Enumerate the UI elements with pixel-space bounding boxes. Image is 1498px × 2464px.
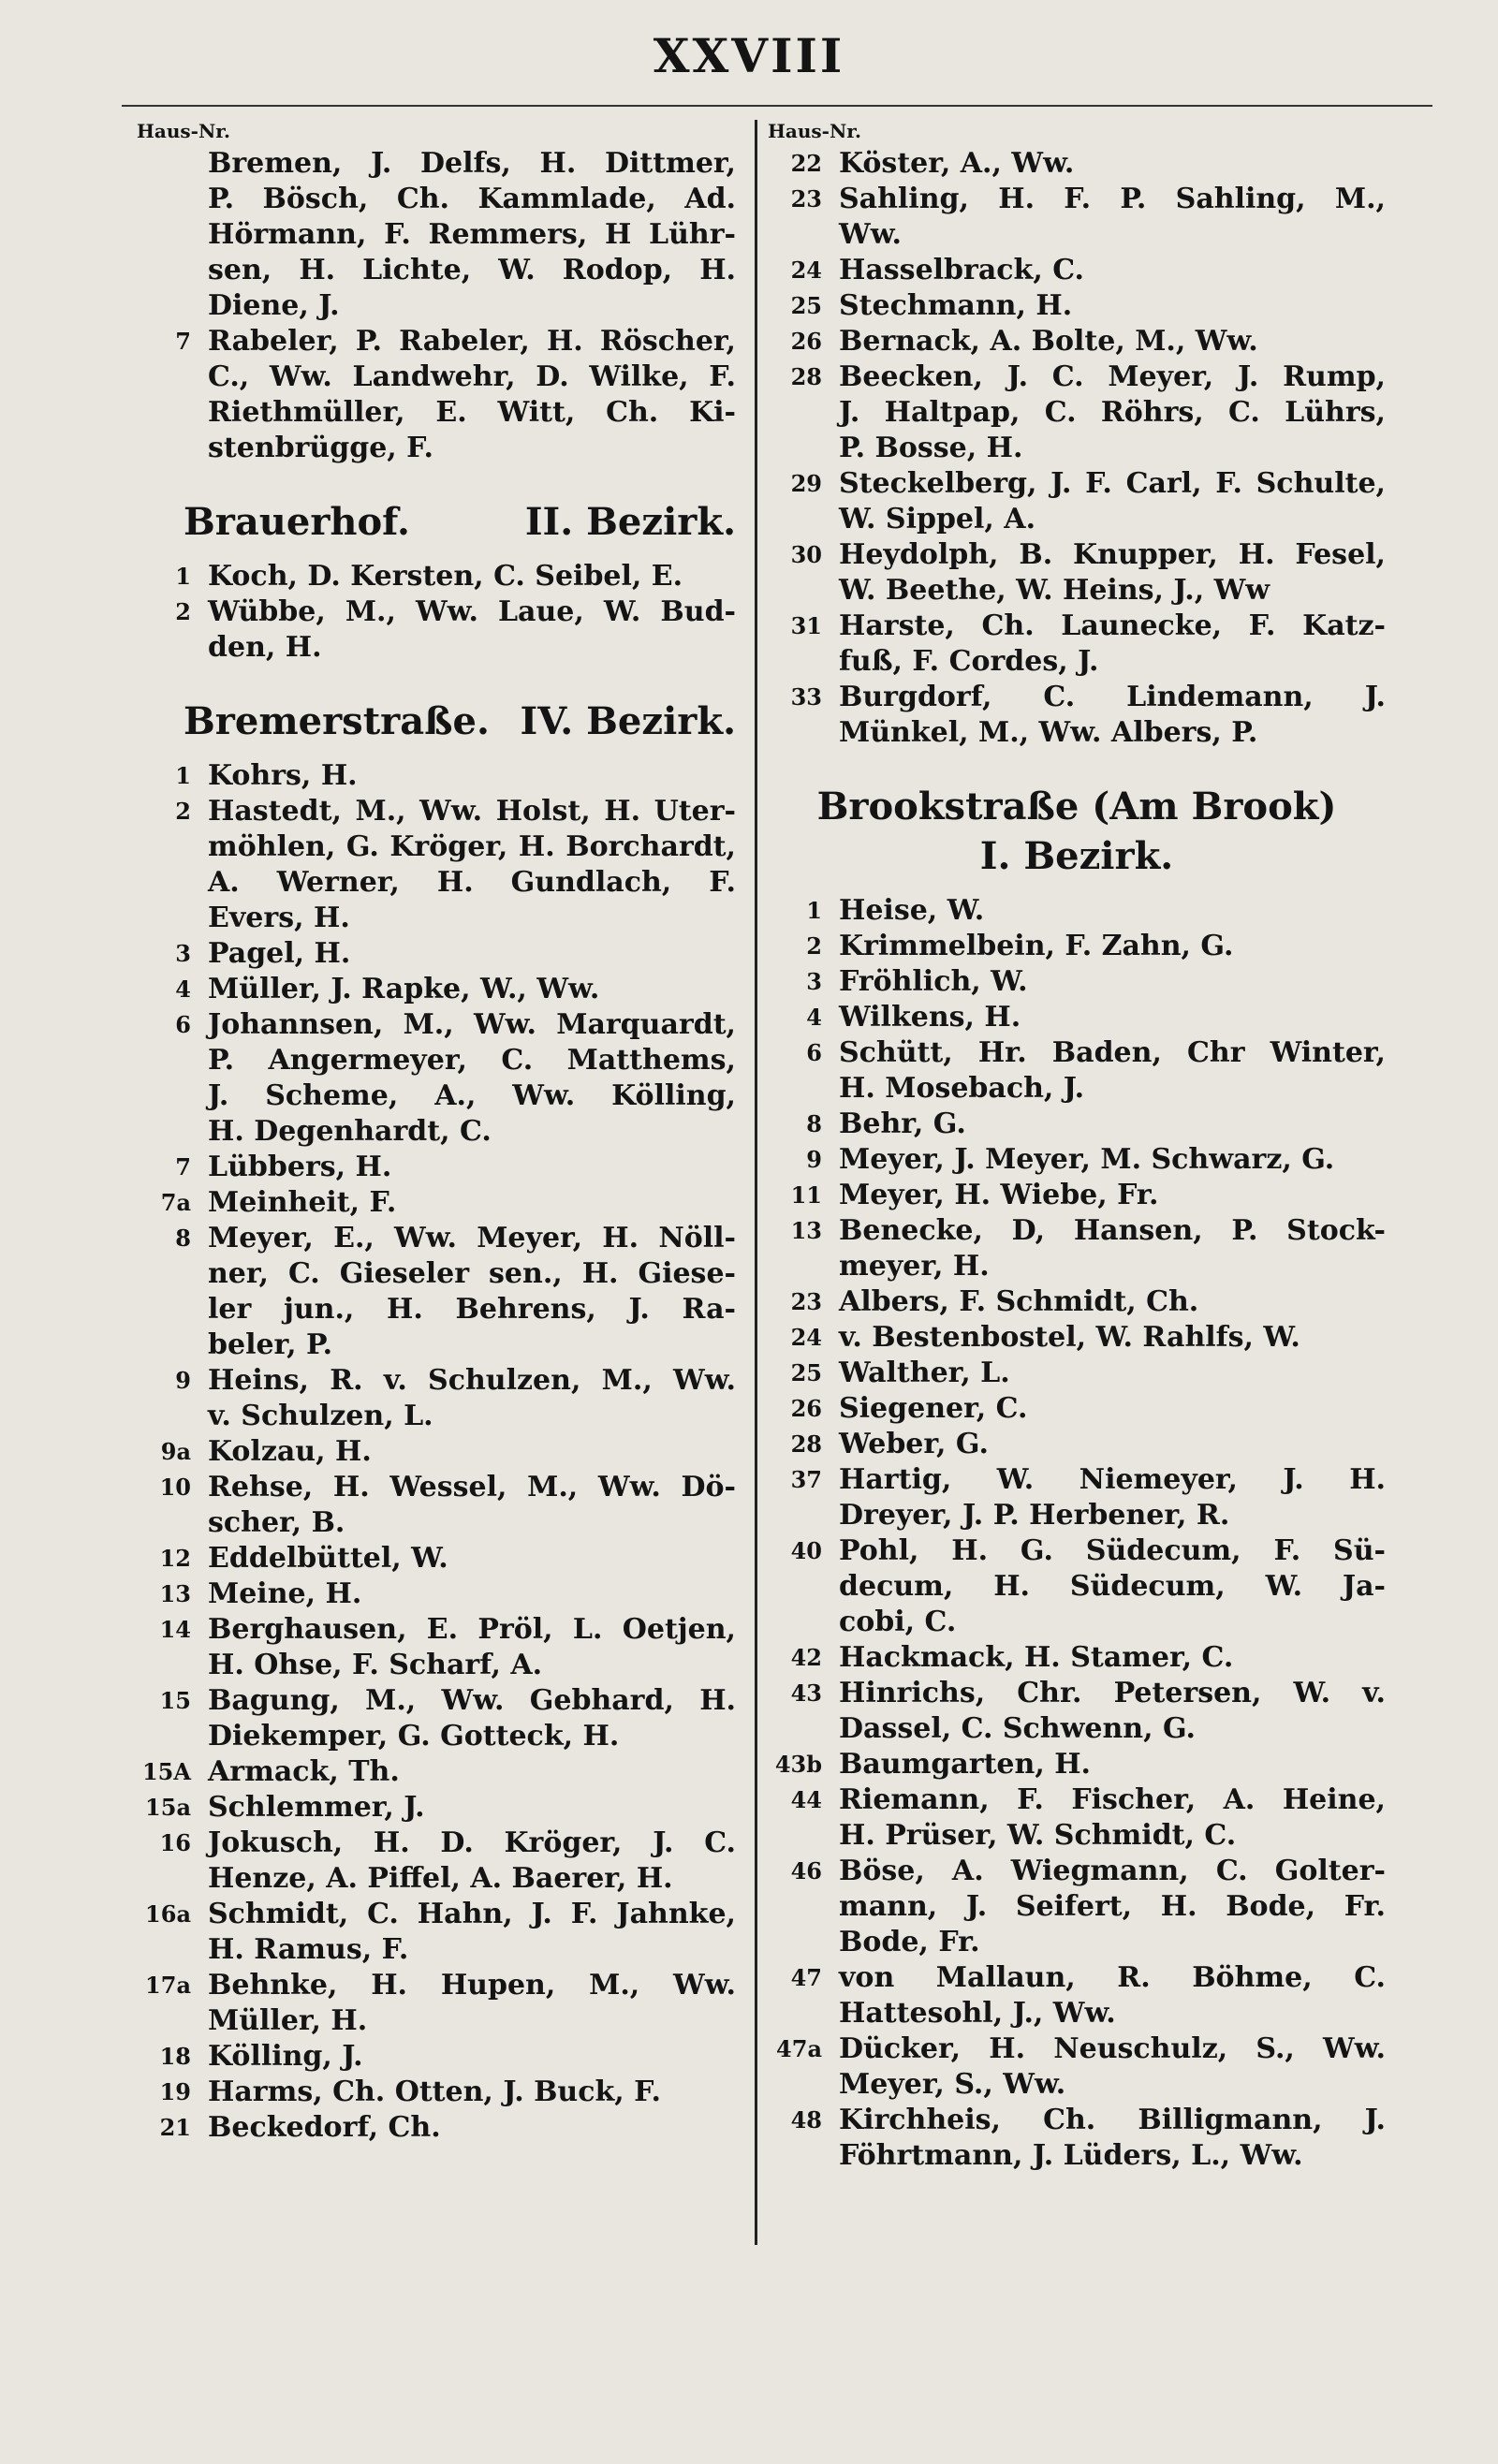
entry-line: fuß, F. Cordes, J. xyxy=(839,645,1099,678)
directory-entry xyxy=(768,1533,1386,1640)
entry-line: Kölling, J. xyxy=(208,2040,363,2073)
entry-line: Pohl, H. G. Südecum, F. Sü- xyxy=(839,1534,1386,1567)
directory-entry xyxy=(768,1782,1386,1854)
directory-entry xyxy=(137,1683,736,1754)
entry-line: Schmidt, C. Hahn, J. F. Jahnke, xyxy=(208,1898,736,1930)
directory-entry xyxy=(137,936,736,972)
entry-line: Johannsen, M., Ww. Marquardt, xyxy=(208,1008,736,1041)
entry-line: Dreyer, J. P. Herbener, R. xyxy=(839,1499,1230,1532)
house-number: 9 xyxy=(175,1367,191,1394)
street-heading xyxy=(768,785,1386,878)
entry-line: H. Ramus, F. xyxy=(208,1933,409,1966)
entry-line: Ww. xyxy=(839,218,902,251)
house-number: 43 xyxy=(790,1679,822,1707)
entry-line: J. Scheme, A., Ww. Kölling, xyxy=(208,1079,736,1112)
house-number: 3 xyxy=(175,940,191,967)
house-number: 23 xyxy=(790,1288,822,1315)
entry-line: Harms, Ch. Otten, J. Buck, F. xyxy=(208,2075,661,2108)
directory-entry xyxy=(768,1676,1386,1747)
entry-line: Armack, Th. xyxy=(208,1755,400,1788)
house-number: 4 xyxy=(806,1004,822,1031)
house-number: 44 xyxy=(790,1786,822,1813)
house-number: 13 xyxy=(790,1217,822,1244)
entry-line: Bagung, M., Ww. Gebhard, H. xyxy=(208,1684,736,1717)
entry-line: Wübbe, M., Ww. Laue, W. Bud- xyxy=(208,595,736,628)
directory-entry xyxy=(768,1462,1386,1533)
directory-entry xyxy=(137,1185,736,1221)
district-label: IV. Bezirk. xyxy=(520,699,736,743)
entry-line: Hastedt, M., Ww. Holst, H. Uter- xyxy=(208,795,736,828)
entry-line: Hattesohl, J., Ww. xyxy=(839,1997,1116,2030)
directory-entry xyxy=(137,1470,736,1541)
directory-entry xyxy=(768,466,1386,537)
entry-line: Eddelbüttel, W. xyxy=(208,1542,448,1575)
entry-line: H. Prüser, W. Schmidt, C. xyxy=(839,1819,1237,1852)
directory-entry xyxy=(768,1747,1386,1782)
entry-line: Schlemmer, J. xyxy=(208,1791,425,1824)
entry-line: Lübbers, H. xyxy=(208,1151,392,1183)
entry-line: den, H. xyxy=(208,631,322,664)
entry-line: Benecke, D, Hansen, P. Stock- xyxy=(839,1214,1386,1247)
entry-line: Bernack, A. Bolte, M., Ww. xyxy=(839,325,1258,358)
entry-line: P. Angermeyer, C. Matthems, xyxy=(208,1044,736,1077)
directory-entry xyxy=(137,972,736,1007)
district-label: II. Bezirk. xyxy=(524,500,736,544)
entry-line: Kohrs, H. xyxy=(208,759,358,792)
house-number: 1 xyxy=(175,563,191,590)
entry-line: P. Bösch, Ch. Kammlade, Ad. xyxy=(208,183,736,215)
house-number: 11 xyxy=(790,1181,822,1209)
entry-line: Meinheit, F. xyxy=(208,1186,397,1219)
directory-entry xyxy=(137,1968,736,2039)
entry-line: Beecken, J. C. Meyer, J. Rump, xyxy=(839,360,1386,393)
left-column xyxy=(137,120,736,2146)
column-header: Haus-Nr. xyxy=(137,120,230,142)
entry-line: Böse, A. Wiegmann, C. Golter- xyxy=(839,1855,1386,1887)
directory-entry xyxy=(137,758,736,794)
house-number: 1 xyxy=(175,762,191,789)
entry-line: Föhrtmann, J. Lüders, L., Ww. xyxy=(839,2139,1303,2172)
house-number: 40 xyxy=(790,1537,822,1564)
entry-line: A. Werner, H. Gundlach, F. xyxy=(208,866,736,899)
house-number: 7 xyxy=(175,1153,191,1181)
house-number: 48 xyxy=(790,2106,822,2134)
entry-line: Henze, A. Piffel, A. Baerer, H. xyxy=(208,1862,673,1895)
house-number: 16a xyxy=(145,1900,191,1928)
entry-line: stenbrügge, F. xyxy=(208,432,433,464)
entry-line: Meyer, E., Ww. Meyer, H. Nöll- xyxy=(208,1222,736,1254)
house-number: 9 xyxy=(806,1146,822,1173)
entry-line: v. Schulzen, L. xyxy=(208,1400,433,1432)
entry-line: J. Haltpap, C. Röhrs, C. Lührs, xyxy=(839,396,1386,429)
house-number: 9a xyxy=(160,1438,191,1465)
house-number: 31 xyxy=(790,612,822,639)
entry-line: Hinrichs, Chr. Petersen, W. v. xyxy=(839,1677,1386,1709)
house-number: 18 xyxy=(159,2043,191,2070)
entry-line: H. Ohse, F. Scharf, A. xyxy=(208,1649,543,1681)
house-number: 3 xyxy=(806,968,822,995)
entry-line: Hörmann, F. Remmers, H Lühr- xyxy=(208,218,736,251)
directory-entry xyxy=(768,893,1386,929)
entry-line: W. Beethe, W. Heins, J., Ww xyxy=(839,574,1270,607)
entry-line: Walther, L. xyxy=(839,1357,1010,1389)
entry-line: Hasselbrack, C. xyxy=(839,254,1085,286)
directory-entry xyxy=(137,1897,736,1968)
directory-entry xyxy=(768,964,1386,1000)
entry-line: Harste, Ch. Launecke, F. Katz- xyxy=(839,609,1386,642)
entry-line: Hartig, W. Niemeyer, J. H. xyxy=(839,1463,1386,1496)
left-column-body xyxy=(137,146,736,2146)
entry-line: Baumgarten, H. xyxy=(839,1748,1092,1781)
directory-entry xyxy=(137,559,736,594)
house-number: 33 xyxy=(790,683,822,711)
directory-entry xyxy=(768,2031,1386,2103)
directory-entry xyxy=(768,2103,1386,2174)
entry-line: Koch, D. Kersten, C. Seibel, E. xyxy=(208,560,683,593)
directory-entry xyxy=(137,324,736,466)
directory-entry xyxy=(137,1363,736,1434)
entry-line: Jokusch, H. D. Kröger, J. C. xyxy=(208,1826,736,1859)
directory-entry xyxy=(137,1577,736,1612)
house-number: 13 xyxy=(159,1580,191,1607)
directory-entry xyxy=(137,1221,736,1363)
house-number: 25 xyxy=(790,1359,822,1386)
house-number: 26 xyxy=(790,328,822,355)
directory-entry xyxy=(137,1612,736,1683)
directory-entry xyxy=(137,794,736,936)
entry-line: Kolzau, H. xyxy=(208,1435,372,1468)
entry-line: Fröhlich, W. xyxy=(839,965,1028,998)
house-number: 26 xyxy=(790,1395,822,1422)
directory-entry xyxy=(768,1356,1386,1391)
street-heading xyxy=(137,500,736,544)
house-number: 7a xyxy=(160,1189,191,1216)
house-number: 4 xyxy=(175,975,191,1003)
house-number: 16 xyxy=(159,1829,191,1856)
entry-line: Rehse, H. Wessel, M., Ww. Dö- xyxy=(208,1471,736,1503)
entry-line: Riethmüller, E. Witt, Ch. Ki- xyxy=(208,396,736,429)
street-name: Brauerhof. xyxy=(184,500,410,544)
directory-entry xyxy=(137,594,736,666)
entry-line: Heydolph, B. Knupper, H. Fesel, xyxy=(839,538,1386,571)
street-name: Bremerstraße. xyxy=(184,699,490,743)
directory-entry xyxy=(768,1284,1386,1320)
entry-line: Stechmann, H. xyxy=(839,289,1073,322)
directory-entry xyxy=(137,1754,736,1790)
house-number: 8 xyxy=(175,1225,191,1252)
page-number: XXVIII xyxy=(653,28,845,83)
street-name: Brookstraße (Am Brook) xyxy=(816,785,1337,829)
entry-line: Köster, A., Ww. xyxy=(839,147,1075,180)
directory-entry xyxy=(768,359,1386,466)
house-number: 2 xyxy=(175,598,191,625)
house-number: 1 xyxy=(806,897,822,924)
entry-line: meyer, H. xyxy=(839,1250,990,1283)
house-number: 25 xyxy=(790,292,822,319)
directory-entry xyxy=(768,1178,1386,1213)
entry-line: Albers, F. Schmidt, Ch. xyxy=(839,1285,1199,1318)
entry-line: Müller, J. Rapke, W., Ww. xyxy=(208,973,600,1005)
house-number: 37 xyxy=(790,1466,822,1493)
directory-entry xyxy=(768,1035,1386,1107)
entry-line: H. Degenhardt, C. xyxy=(208,1115,492,1148)
entry-line: W. Sippel, A. xyxy=(839,503,1036,535)
house-number: 24 xyxy=(790,1324,822,1351)
directory-entry xyxy=(768,609,1386,680)
house-number: 47 xyxy=(790,1964,822,1991)
house-number: 29 xyxy=(790,470,822,497)
directory-entry xyxy=(768,1000,1386,1035)
entry-line: Schütt, Hr. Baden, Chr Winter, xyxy=(839,1036,1386,1069)
right-column xyxy=(768,120,1386,2174)
house-number: 15a xyxy=(145,1794,191,1821)
directory-entry xyxy=(137,1826,736,1897)
house-number: 42 xyxy=(790,1644,822,1671)
house-number: 43b xyxy=(774,1751,822,1778)
street-heading xyxy=(137,699,736,743)
directory-entry xyxy=(137,146,736,324)
entry-line: Diene, J. xyxy=(208,289,340,322)
entry-line: P. Bosse, H. xyxy=(839,432,1023,464)
entry-line: Krimmelbein, F. Zahn, G. xyxy=(839,930,1234,962)
entry-line: Wilkens, H. xyxy=(839,1001,1021,1034)
directory-entry xyxy=(137,1007,736,1150)
directory-entry xyxy=(768,1142,1386,1178)
house-number: 46 xyxy=(790,1857,822,1885)
entry-line: ler jun., H. Behrens, J. Ra- xyxy=(208,1293,736,1326)
entry-line: Weber, G. xyxy=(839,1428,989,1460)
entry-line: sen, H. Lichte, W. Rodop, H. xyxy=(208,254,736,286)
entry-line: Beckedorf, Ch. xyxy=(208,2111,441,2144)
directory-entry xyxy=(768,1854,1386,1960)
entry-line: Münkel, M., Ww. Albers, P. xyxy=(839,716,1258,749)
entry-line: Dücker, H. Neuschulz, S., Ww. xyxy=(839,2032,1386,2065)
entry-line: Evers, H. xyxy=(208,902,350,934)
house-number: 28 xyxy=(790,1430,822,1458)
house-number: 19 xyxy=(159,2078,191,2105)
entry-line: C., Ww. Landwehr, D. Wilke, F. xyxy=(208,360,736,393)
house-number: 8 xyxy=(806,1110,822,1137)
house-number: 6 xyxy=(806,1039,822,1066)
directory-entry xyxy=(768,1320,1386,1356)
entry-line: Behnke, H. Hupen, M., Ww. xyxy=(208,1969,736,2002)
column-header: Haus-Nr. xyxy=(768,120,861,142)
entry-line: Pagel, H. xyxy=(208,937,351,970)
entry-line: von Mallaun, R. Böhme, C. xyxy=(839,1961,1386,1994)
entry-line: Dassel, C. Schwenn, G. xyxy=(839,1712,1197,1745)
district-label: I. Bezirk. xyxy=(979,834,1174,878)
house-number: 24 xyxy=(790,257,822,284)
house-number: 10 xyxy=(159,1474,191,1501)
entry-line: Sahling, H. F. P. Sahling, M., xyxy=(839,183,1386,215)
entry-line: Rabeler, P. Rabeler, H. Röscher, xyxy=(208,325,736,358)
entry-line: Steckelberg, J. F. Carl, F. Schulte, xyxy=(839,467,1386,500)
directory-entry xyxy=(768,182,1386,253)
directory-entry xyxy=(768,1640,1386,1676)
directory-entry xyxy=(768,680,1386,751)
directory-entry xyxy=(768,929,1386,964)
entry-line: Berghausen, E. Pröl, L. Oetjen, xyxy=(208,1613,736,1646)
house-number: 30 xyxy=(790,541,822,568)
directory-entry xyxy=(768,1960,1386,2031)
house-number: 2 xyxy=(806,932,822,960)
house-number: 28 xyxy=(790,363,822,390)
entry-line: v. Bestenbostel, W. Rahlfs, W. xyxy=(839,1321,1300,1354)
house-number: 15A xyxy=(141,1758,191,1785)
entry-line: Meyer, H. Wiebe, Fr. xyxy=(839,1179,1159,1211)
house-number: 23 xyxy=(790,185,822,213)
house-number: 14 xyxy=(159,1616,191,1643)
entry-line: Siegener, C. xyxy=(839,1392,1028,1425)
entry-line: Heise, W. xyxy=(839,894,985,927)
house-number: 6 xyxy=(175,1011,191,1038)
entry-line: Diekemper, G. Gotteck, H. xyxy=(208,1720,620,1753)
house-number: 47a xyxy=(776,2035,822,2062)
entry-line: cobi, C. xyxy=(839,1606,957,1638)
directory-entry xyxy=(768,253,1386,288)
entry-line: Burgdorf, C. Lindemann, J. xyxy=(839,681,1386,713)
directory-entry xyxy=(137,2110,736,2146)
house-number: 12 xyxy=(159,1545,191,1572)
directory-entry xyxy=(768,1107,1386,1142)
house-number: 22 xyxy=(790,150,822,177)
directory-entry xyxy=(768,1391,1386,1427)
entry-line: Meyer, S., Ww. xyxy=(839,2068,1066,2101)
entry-line: möhlen, G. Kröger, H. Borchardt, xyxy=(208,830,736,863)
house-number: 2 xyxy=(175,798,191,825)
entry-line: Riemann, F. Fischer, A. Heine, xyxy=(839,1783,1386,1816)
directory-entry xyxy=(768,324,1386,359)
entry-line: Müller, H. xyxy=(208,2004,368,2037)
directory-entry xyxy=(137,1434,736,1470)
house-number: 17a xyxy=(145,1972,191,1999)
right-column-body xyxy=(768,146,1386,2174)
entry-line: mann, J. Seifert, H. Bode, Fr. xyxy=(839,1890,1386,1923)
entry-line: Meyer, J. Meyer, M. Schwarz, G. xyxy=(839,1143,1335,1176)
directory-entry xyxy=(137,1790,736,1826)
column-divider xyxy=(755,120,757,2245)
directory-entry xyxy=(768,146,1386,182)
house-number: 7 xyxy=(175,328,191,355)
entry-line: H. Mosebach, J. xyxy=(839,1072,1085,1105)
entry-line: scher, B. xyxy=(208,1506,345,1539)
directory-entry xyxy=(137,1150,736,1185)
directory-entry xyxy=(137,1541,736,1577)
entry-line: decum, H. Südecum, W. Ja- xyxy=(839,1570,1386,1603)
entry-line: Bode, Fr. xyxy=(839,1926,980,1958)
house-number: 15 xyxy=(159,1687,191,1714)
entry-line: Behr, G. xyxy=(839,1107,966,1140)
directory-entry xyxy=(137,2039,736,2075)
entry-line: Hackmack, H. Stamer, C. xyxy=(839,1641,1234,1674)
header-rule xyxy=(122,105,1432,107)
entry-line: Heins, R. v. Schulzen, M., Ww. xyxy=(208,1364,736,1397)
entry-line: beler, P. xyxy=(208,1328,333,1361)
entry-line: Kirchheis, Ch. Billigmann, J. xyxy=(839,2104,1386,2136)
directory-entry xyxy=(768,1427,1386,1462)
entry-line: Bremen, J. Delfs, H. Dittmer, xyxy=(208,147,736,180)
house-number: 21 xyxy=(159,2114,191,2141)
entry-line: ner, C. Gieseler sen., H. Giese- xyxy=(208,1257,736,1290)
entry-line: Meine, H. xyxy=(208,1577,362,1610)
directory-entry xyxy=(768,537,1386,609)
directory-entry xyxy=(768,1213,1386,1284)
directory-entry xyxy=(137,2075,736,2110)
directory-entry xyxy=(768,288,1386,324)
